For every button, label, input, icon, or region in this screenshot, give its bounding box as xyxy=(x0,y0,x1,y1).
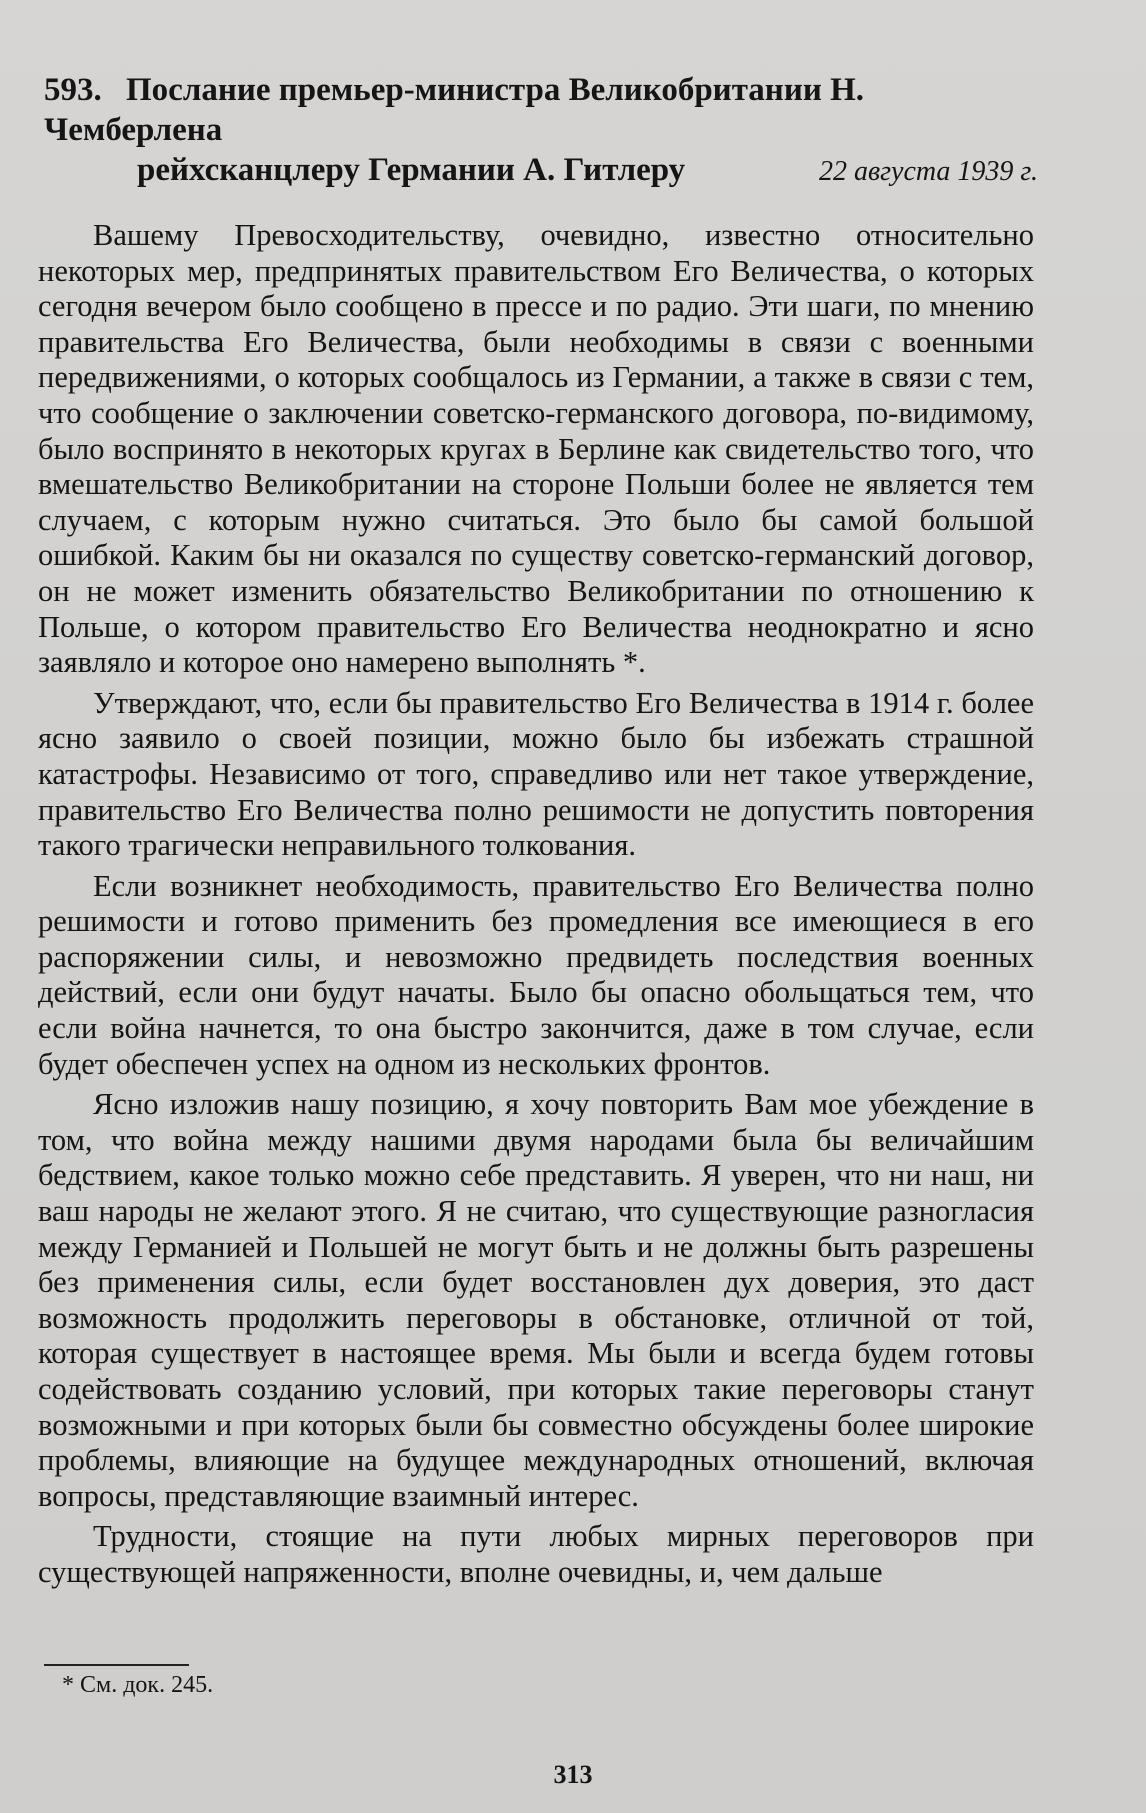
document-title-line1: Послание премьер-министра Великобритании Н. Чемберлена xyxy=(44,72,865,148)
paragraph: Утверждают, что, если бы правительство Его Величества в 1914 г. более ясно заявило о своей позиции, можно было бы избежать страшной катастрофы. Независимо от того, справедливо или нет такое утверждение, правительство Его Величества полно решимости не допустить повторения такого трагически неправильного толкования. xyxy=(38,685,1034,863)
document-title-line2: рейхсканцлеру Германии А. Гитлеру xyxy=(137,152,686,188)
document-date: 22 августа 1939 г. xyxy=(818,156,1038,187)
paragraph: Если возникнет необходимость, правительство Его Величества полно решимости и готово применить без промедления все имеющиеся в его распоряжении силы, и невозможно предвидеть последствия военных действий, если они будут начаты. Было бы опасно обольщаться тем, что если война начнется, то она быстро закончится, даже в том случае, если будет обеспечен успех на одном из нескольких фронтов. xyxy=(38,868,1034,1081)
page-number: 313 xyxy=(553,1760,593,1789)
paragraph: Вашему Превосходительству, очевидно, известно относительно некоторых мер, предпринятых правительством Его Величества, о которых сегодня вечером было сообщено в прессе и по радио. Эти шаги, по мнению правительства Его Величества, были необходимы в связи с военными передвижениями, о которых сообщалось из Германии, а также в связи с тем, что сообщение о заключении советско-германского договора, по-видимому, было воспринято в некоторых кругах в Берлине как свидетельство того, что вмешательство Великобритании на стороне Польши более не является тем случаем, с которым нужно считаться. Это было бы самой большой ошибкой. Каким бы ни оказался по существу советско-германский договор, он не может изменить обязательство Великобритании по отношению к Польше, о котором правительство Его Величества неоднократно и ясно заявляло и которое оно намерено выполнять *. xyxy=(38,218,1034,680)
paragraph: Трудности, стоящие на пути любых мирных переговоров при существующей напряженности, вполне очевидны, и, чем дальше xyxy=(38,1519,1034,1589)
footnote-divider xyxy=(44,1664,189,1666)
document-number: 593. xyxy=(44,72,102,108)
document-body xyxy=(38,218,1034,1596)
footnote: * См. док. 245. xyxy=(62,1672,214,1698)
paragraph: Ясно изложив нашу позицию, я хочу повторить Вам мое убеждение в том, что война между нашими двумя народами была бы величайшим бедствием, какое только можно себе представить. Я уверен, что ни наш, ни ваш народы не желают этого. Я не считаю, что существующие разногласия между Германией и Польшей не могут быть и не должны быть разрешены без применения силы, если будет восстановлен дух доверия, это даст возможность продолжить переговоры в обстановке, отличной от той, которая существует в настоящее время. Мы были и всегда будем готовы содействовать созданию условий, при которых такие переговоры станут возможными и при которых были бы совместно обсуждены более широкие проблемы, влияющие на будущее международных отношений, включая вопросы, представляющие взаимный интерес. xyxy=(38,1087,1034,1513)
